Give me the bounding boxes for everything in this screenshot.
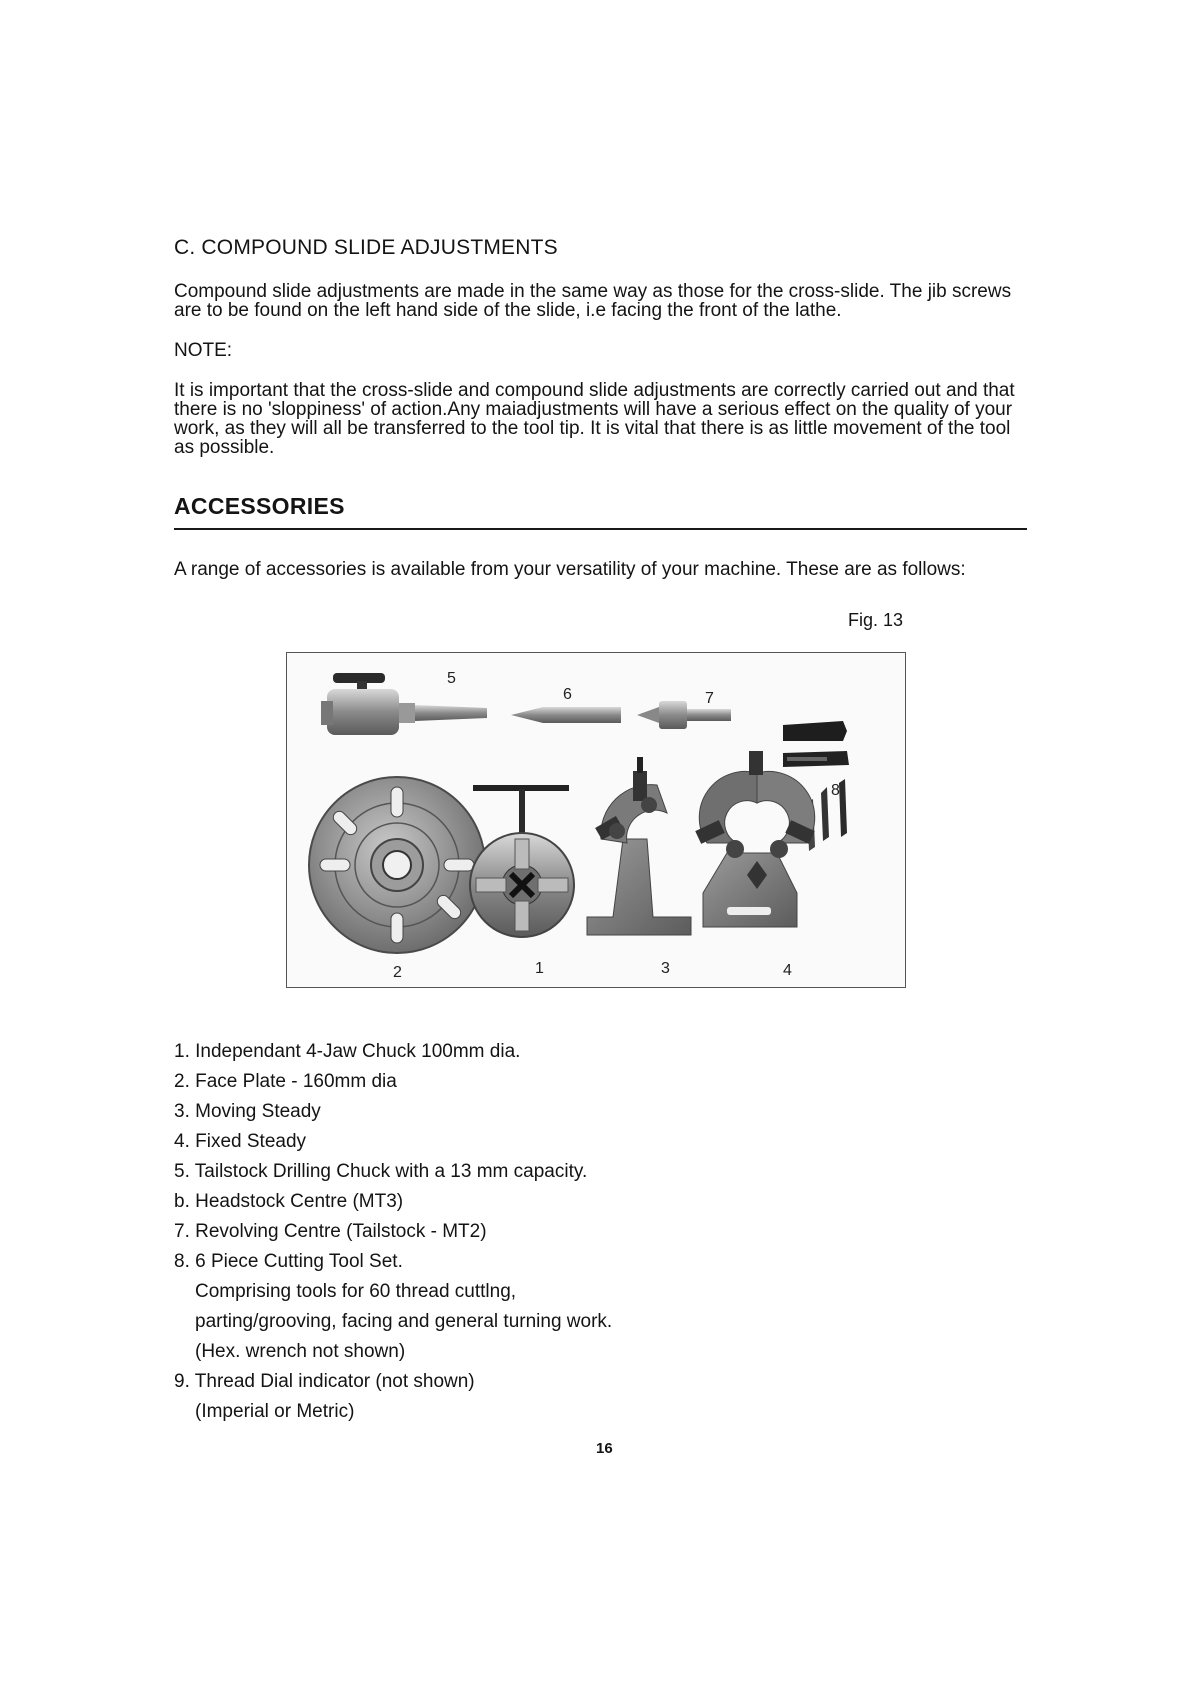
note-label: NOTE: bbox=[174, 340, 233, 361]
heading-divider bbox=[174, 528, 1027, 530]
face-plate bbox=[309, 777, 485, 953]
accessories-photo bbox=[287, 653, 905, 987]
four-jaw-chuck bbox=[470, 785, 574, 937]
list-item-detail: (Hex. wrench not shown) bbox=[195, 1341, 406, 1362]
figure-label-3: 3 bbox=[661, 960, 670, 977]
list-item: b. Headstock Centre (MT3) bbox=[174, 1191, 404, 1212]
list-item: 3. Moving Steady bbox=[174, 1101, 321, 1122]
compound-slide-paragraph: Compound slide adjustments are made in the same way as those for the cross-slide. The jib screws are to be found on the left hand side of the slide, i.e facing the front of the lathe. bbox=[174, 281, 1012, 321]
figure-label-1: 1 bbox=[535, 960, 544, 977]
figure-label-7: 7 bbox=[705, 690, 714, 707]
list-item: 4. Fixed Steady bbox=[174, 1131, 307, 1152]
list-item-detail: Comprising tools for 60 thread cuttlng, bbox=[195, 1281, 517, 1302]
list-item: 7. Revolving Centre (Tailstock - MT2) bbox=[174, 1221, 487, 1242]
revolving-centre bbox=[637, 701, 731, 729]
accessories-intro: A range of accessories is available from your versatility of your machine. These are as follows: bbox=[174, 559, 966, 580]
accessories-heading: ACCESSORIES bbox=[174, 493, 345, 519]
list-item-detail: (Imperial or Metric) bbox=[195, 1401, 355, 1422]
figure-label-4: 4 bbox=[783, 962, 792, 979]
figure-label-6: 6 bbox=[563, 686, 572, 703]
figure-caption: Fig. 13 bbox=[848, 610, 904, 630]
section-title: C. COMPOUND SLIDE ADJUSTMENTS bbox=[174, 236, 558, 259]
note-text: It is important that the cross-slide and compound slide adjustments are correctly carried out and that there is no 'sloppiness' of action.Any maiadjustments will have a serious effect on the quality of your work, as they will all be transferred to the tool tip. It is vital that there is as little movement of the tool as possible. bbox=[174, 380, 1015, 458]
list-item: 2. Face Plate - 160mm dia bbox=[174, 1071, 397, 1092]
list-item: 1. Independant 4-Jaw Chuck 100mm dia. bbox=[174, 1041, 521, 1062]
list-item: 9. Thread Dial indicator (not shown) bbox=[174, 1371, 475, 1392]
accessories-figure bbox=[286, 652, 906, 988]
figure-label-2: 2 bbox=[393, 964, 402, 981]
figure-label-5: 5 bbox=[447, 670, 456, 687]
list-item-detail: parting/grooving, facing and general turning work. bbox=[195, 1311, 613, 1332]
page-number: 16 bbox=[596, 1440, 613, 1457]
accessories-list bbox=[174, 1037, 612, 1427]
drilling-chuck bbox=[321, 673, 487, 735]
moving-steady bbox=[587, 757, 691, 935]
list-item: 8. 6 Piece Cutting Tool Set. bbox=[174, 1251, 403, 1272]
figure-label-8: 8 bbox=[831, 782, 840, 799]
list-item: 5. Tailstock Drilling Chuck with a 13 mm capacity. bbox=[174, 1161, 588, 1182]
fixed-steady bbox=[695, 751, 814, 927]
headstock-centre bbox=[511, 707, 621, 723]
